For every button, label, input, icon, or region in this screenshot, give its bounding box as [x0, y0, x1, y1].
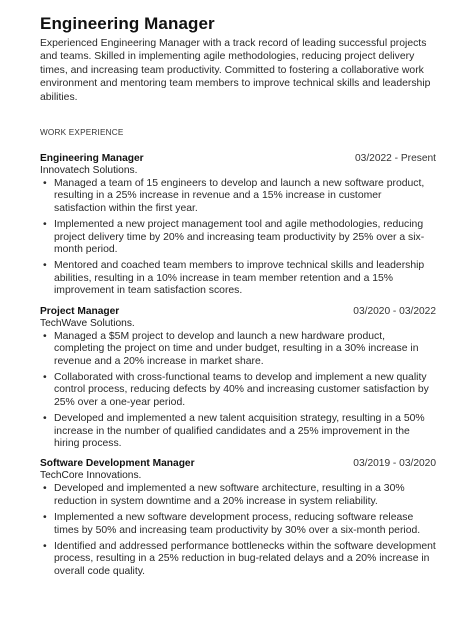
job-bullets [40, 178, 436, 298]
job-title: Project Manager [40, 305, 120, 317]
bullet-icon: • [43, 178, 47, 190]
company-name: Innovatech Solutions. [40, 165, 138, 177]
job-dates: 03/2020 - 03/2022 [353, 305, 436, 317]
bullet-icon: • [43, 540, 47, 552]
job-bullets [40, 483, 436, 578]
bullet-text: Managed a team of 15 engineers to develop and launch a new software product, resulting in a 25% increase in revenue and a 15% increase in customer satisfaction within the first year. [54, 178, 425, 214]
professional-summary: Experienced Engineering Manager with a track record of leading successful projects and teams. Skilled in implementing agile methodologies, reducing project delivery times, and increasing team productivity. Committed to fostering a collaborative work environment and mentoring team members to improve technical skills and leadership abilities. [40, 38, 431, 103]
bullet-icon: • [43, 219, 47, 231]
job-dates: 03/2019 - 03/2020 [353, 458, 436, 470]
job-dates: 03/2022 - Present [355, 153, 436, 165]
bullet-item [43, 512, 436, 537]
job-title: Engineering Manager [40, 153, 144, 165]
company-name: TechCore Innovations. [40, 470, 142, 482]
bullet-item [43, 540, 436, 578]
bullet-icon: • [43, 260, 47, 272]
job-bullets [40, 331, 436, 451]
bullet-text: Implemented a new software development process, reducing software release times by 50% and increasing team productivity by 30% over a six-month period. [54, 512, 421, 536]
bullet-icon: • [43, 371, 47, 383]
bullet-text: Collaborated with cross-functional teams to develop and implement a new quality control process, reducing defects by 40% and increasing customer satisfaction by 25% over a one-year period. [54, 371, 429, 408]
bullet-text: Managed a $5M project to develop and launch a new hardware product, completing the project on time and under budget, resulting in a 30% increase in revenue and a 20% increase in market share. [54, 330, 419, 367]
bullet-item [43, 413, 436, 450]
company-name: TechWave Solutions. [40, 317, 135, 329]
bullet-icon: • [43, 330, 47, 342]
bullet-item [43, 260, 436, 297]
job-entry [40, 153, 436, 298]
bullet-item [43, 371, 436, 409]
bullet-item [43, 483, 436, 508]
bullet-text: Developed and implemented a new talent acquisition strategy, resulting in a 50% increase in the number of qualified candidates and a 25% improvement in the hiring process. [54, 413, 425, 449]
job-entry [40, 458, 436, 578]
bullet-text: Developed and implemented a new software architecture, resulting in a 30% reduction in system downtime and a 20% increase in system reliability. [54, 483, 405, 507]
bullet-icon: • [43, 512, 47, 524]
bullet-item [43, 330, 436, 368]
job-title: Software Development Manager [40, 458, 195, 470]
bullet-icon: • [43, 483, 47, 495]
bullet-text: Identified and addressed performance bottlenecks within the software development process, resulting in a 25% reduction in bug-related delays and a 20% increase in overall code quality. [54, 540, 436, 577]
resume-name-title: Engineering Manager [40, 14, 215, 33]
bullet-icon: • [43, 413, 47, 425]
bullet-item [43, 178, 436, 215]
section-title-work-experience: WORK EXPERIENCE [40, 128, 124, 138]
bullet-text: Implemented a new project management tool and agile methodologies, reducing project delivery time by 20% and increasing team productivity by 25% over a six-month period. [54, 219, 425, 256]
job-entry [40, 306, 436, 451]
bullet-item [43, 219, 436, 256]
bullet-text: Mentored and coached team members to improve technical skills and leadership abilities, resulting in a 10% increase in team member retention and a 15% improvement in team satisfaction scores. [54, 260, 425, 297]
